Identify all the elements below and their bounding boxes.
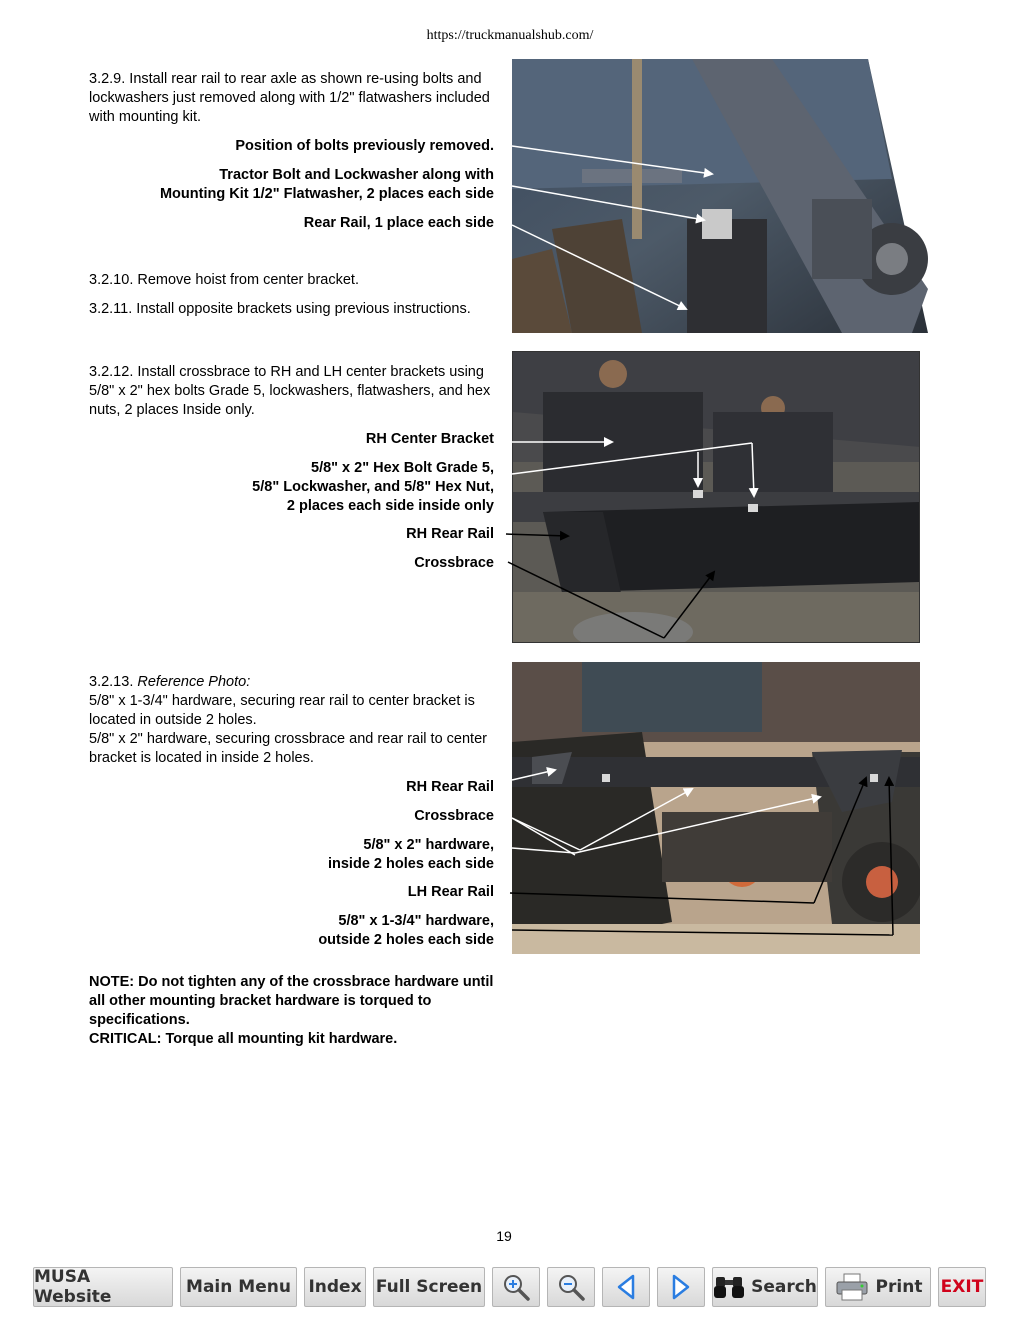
label-rh-center-bracket: RH Center Bracket — [365, 431, 494, 447]
button-label: Index — [308, 1277, 362, 1297]
label-rh-rear-rail-2: RH Rear Rail — [406, 779, 494, 795]
page-number: 19 — [496, 1228, 512, 1244]
label-line: inside 2 holes each side — [327, 856, 494, 872]
previous-page-icon — [614, 1273, 638, 1301]
exit-button[interactable] — [938, 1267, 986, 1307]
step-3-2-12-text: 3.2.12. Install crossbrace to RH and LH center brackets using 5/8" x 2" hex bolts Grade 5, lockwashers, flatwashers, and hex nuts, 2 places Inside only. — [89, 364, 491, 418]
source-url[interactable]: https://truckmanualshub.com/ — [426, 28, 594, 43]
step-line: 5/8" x 1-3/4" hardware, securing rear rail to center bracket is located in outside 2 holes. — [89, 693, 475, 728]
label-rear-rail: Rear Rail, 1 place each side — [303, 215, 494, 231]
label-line: 5/8" Lockwasher, and 5/8" Hex Nut, — [252, 479, 494, 495]
printer-icon — [834, 1272, 870, 1302]
step-prefix: 3.2.13. — [89, 674, 138, 690]
button-label: Main Menu — [186, 1277, 291, 1297]
print-button[interactable] — [825, 1267, 931, 1307]
button-label: EXIT — [940, 1277, 984, 1297]
step-3-2-11-text: 3.2.11. Install opposite brackets using previous instructions. — [89, 301, 471, 317]
note-line: NOTE: Do not tighten any of the crossbrace hardware until all other mounting bracket hardware is torqued to specifications. — [89, 974, 494, 1028]
label-line: Mounting Kit 1/2" Flatwasher, 2 places each side — [159, 186, 494, 202]
step-3-2-10-text: 3.2.10. Remove hoist from center bracket. — [89, 272, 359, 288]
binoculars-icon — [713, 1273, 745, 1301]
button-label: MUSA Website — [34, 1267, 112, 1307]
zoom-in-icon — [501, 1272, 531, 1302]
button-label: Search — [751, 1277, 817, 1297]
step-line: 5/8" x 2" hardware, securing crossbrace and rear rail to center bracket is located in inside 2 holes. — [89, 731, 487, 766]
note-line: CRITICAL: Torque all mounting kit hardware. — [89, 1031, 398, 1047]
label-bolts-position: Position of bolts previously removed. — [235, 138, 494, 154]
label-line: Tractor Bolt and Lockwasher along with — [219, 167, 494, 183]
label-line: outside 2 holes each side — [318, 932, 494, 948]
main-menu-button[interactable] — [180, 1267, 297, 1307]
step-italic: Reference Photo: — [137, 674, 251, 690]
full-screen-button[interactable] — [373, 1267, 485, 1307]
search-button[interactable] — [712, 1267, 818, 1307]
zoom-in-button[interactable] — [492, 1267, 540, 1307]
label-lh-rear-rail: LH Rear Rail — [407, 884, 494, 900]
next-page-icon — [669, 1273, 693, 1301]
label-line: 5/8" x 2" Hex Bolt Grade 5, — [311, 460, 494, 476]
label-crossbrace: Crossbrace — [414, 555, 494, 571]
step-3-2-9-text: 3.2.9. Install rear rail to rear axle as shown re-using bolts and lockwashers just removed along with 1/2" flatwashers included with mounting kit. — [89, 71, 490, 125]
index-button[interactable] — [304, 1267, 366, 1307]
label-line: 2 places each side inside only — [286, 498, 494, 514]
label-line: 5/8" x 1-3/4" hardware, — [338, 913, 494, 929]
button-label: Full Screen — [375, 1277, 483, 1297]
next-page-button[interactable] — [657, 1267, 705, 1307]
previous-page-button[interactable] — [602, 1267, 650, 1307]
zoom-out-button[interactable] — [547, 1267, 595, 1307]
button-label: Print — [875, 1277, 923, 1297]
zoom-out-icon — [556, 1272, 586, 1302]
label-rh-rear-rail: RH Rear Rail — [406, 526, 494, 542]
musa-website-button[interactable] — [33, 1267, 173, 1307]
label-line: 5/8" x 2" hardware, — [363, 837, 494, 853]
label-crossbrace-2: Crossbrace — [414, 808, 494, 824]
